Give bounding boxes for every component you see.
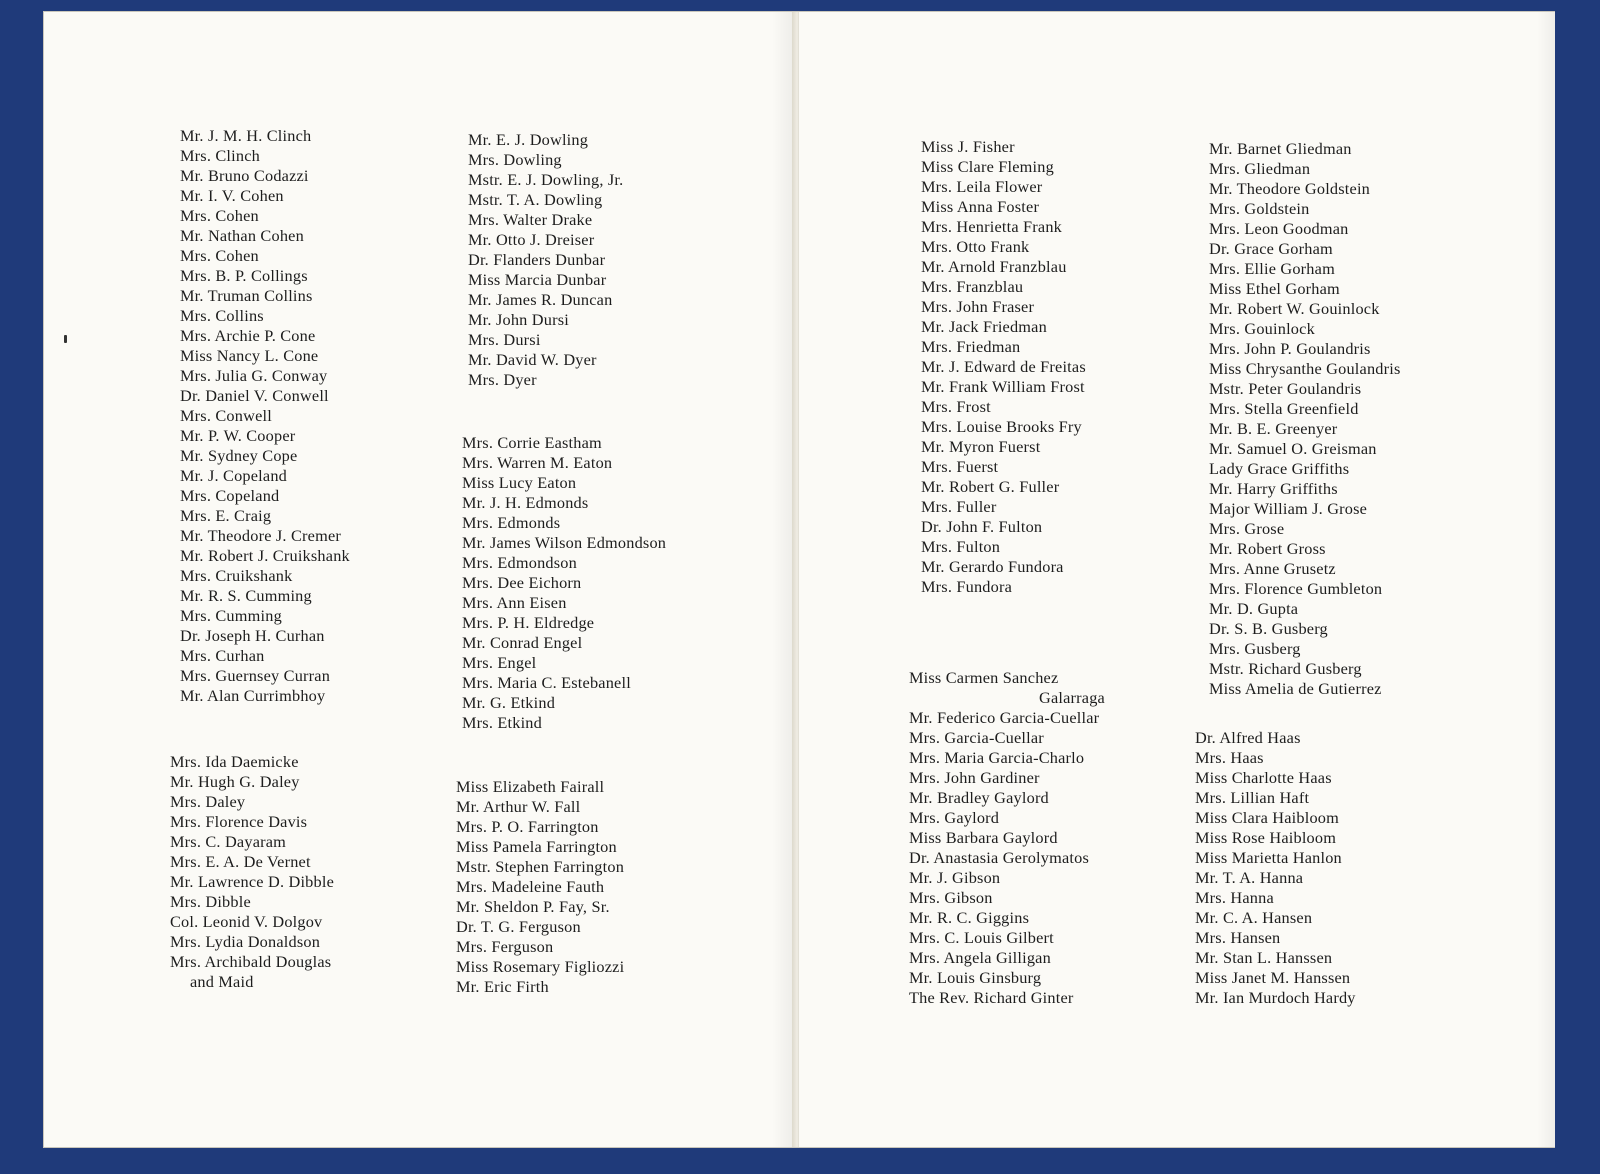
list-item: Dr. Daniel V. Conwell — [180, 386, 329, 405]
list-item: Miss Amelia de Gutierrez — [1209, 679, 1382, 698]
list-item: Mrs. John Fraser — [921, 297, 1035, 316]
list-item: Mrs. Henrietta Frank — [921, 217, 1062, 236]
list-item: Mrs. Leon Goodman — [1209, 219, 1349, 238]
list-item: Mr. Lawrence D. Dibble — [170, 872, 334, 891]
list-item: Dr. John F. Fulton — [921, 517, 1043, 536]
list-item: Mrs. Dee Eichorn — [462, 573, 582, 592]
list-item: Mrs. Haas — [1195, 748, 1264, 767]
right-page — [798, 12, 1555, 1147]
list-item: Mstr. E. J. Dowling, Jr. — [468, 170, 624, 189]
list-item: Mrs. Archie P. Cone — [180, 326, 316, 345]
list-item: Mr. J. Edward de Freitas — [921, 357, 1086, 376]
list-item: Mstr. Stephen Farrington — [456, 857, 625, 876]
left-col1-group1 — [180, 126, 350, 706]
list-item: Mrs. E. Craig — [180, 506, 272, 525]
list-item: Mrs. Dibble — [170, 892, 251, 911]
list-item: Mrs. Madeleine Fauth — [456, 877, 605, 896]
list-item: Mr. Sydney Cope — [180, 446, 298, 465]
list-item: Mrs. Angela Gilligan — [909, 948, 1051, 967]
list-item: Mrs. Collins — [180, 306, 264, 325]
list-item: Miss Marcia Dunbar — [468, 270, 607, 289]
list-item: Mrs. Warren M. Eaton — [462, 453, 613, 472]
list-item: Mr. James R. Duncan — [468, 290, 613, 309]
list-item: Mrs. Walter Drake — [468, 210, 593, 229]
right-col2-group2 — [1195, 728, 1356, 1008]
list-item: Mr. Bruno Codazzi — [180, 166, 309, 185]
list-item: Dr. T. G. Ferguson — [456, 917, 581, 936]
list-item: Mr. R. C. Giggins — [909, 908, 1030, 927]
list-item: Mrs. Edmonds — [462, 513, 561, 532]
list-item: Mr. Eric Firth — [456, 977, 549, 996]
list-item: Miss Rose Haibloom — [1195, 828, 1337, 847]
left-page — [44, 12, 797, 1147]
list-item: Mrs. Maria Garcia-Charlo — [909, 748, 1085, 767]
list-item: Mrs. Fuller — [921, 497, 997, 516]
list-item: Mrs. Anne Grusetz — [1209, 559, 1336, 578]
list-item: Mrs. Ida Daemicke — [170, 752, 299, 771]
list-item: and Maid — [190, 972, 254, 991]
list-item: Mr. C. A. Hansen — [1195, 908, 1313, 927]
list-item: Mr. G. Etkind — [462, 693, 556, 712]
list-item: Mr. Barnet Gliedman — [1209, 139, 1352, 158]
list-item: Mrs. Gibson — [909, 888, 993, 907]
list-item: Miss Marietta Hanlon — [1195, 848, 1342, 867]
list-item: Mr. Federico Garcia-Cuellar — [909, 708, 1100, 727]
list-item: Mrs. John P. Goulandris — [1209, 339, 1371, 358]
list-item: Miss Janet M. Hanssen — [1195, 968, 1351, 987]
list-item: Dr. Alfred Haas — [1195, 728, 1301, 747]
list-item: Mrs. P. H. Eldredge — [462, 613, 595, 632]
list-item: Miss Barbara Gaylord — [909, 828, 1058, 847]
list-item: Dr. Anastasia Gerolymatos — [909, 848, 1089, 867]
list-item: Mrs. Lydia Donaldson — [170, 932, 321, 951]
list-item: Mr. Jack Friedman — [921, 317, 1047, 336]
list-item: Mr. Robert Gross — [1209, 539, 1326, 558]
list-item: Mrs. Grose — [1209, 519, 1285, 538]
list-item: Miss J. Fisher — [921, 137, 1015, 156]
list-item: Miss Charlotte Haas — [1195, 768, 1332, 787]
list-item: Mrs. Clinch — [180, 146, 260, 165]
list-item: Mrs. Fundora — [921, 577, 1013, 596]
list-item: Mrs. B. P. Collings — [180, 266, 308, 285]
list-item: Miss Rosemary Figliozzi — [456, 957, 625, 976]
list-item: Mrs. Leila Flower — [921, 177, 1043, 196]
list-item: Mr. Louis Ginsburg — [909, 968, 1042, 987]
list-item: Mrs. Cumming — [180, 606, 282, 625]
list-item: Mr. T. A. Hanna — [1195, 868, 1304, 887]
left-col1-group2 — [170, 752, 334, 992]
right-col2-group1 — [1209, 139, 1401, 699]
list-item: Mr. J. H. Edmonds — [462, 493, 589, 512]
list-item: Mr. Truman Collins — [180, 286, 313, 305]
list-item: Mrs. Gliedman — [1209, 159, 1311, 178]
list-item: Miss Lucy Eaton — [462, 473, 577, 492]
list-item: Mr. John Dursi — [468, 310, 569, 329]
list-item: Mrs. Gaylord — [909, 808, 1000, 827]
list-item: Mr. Nathan Cohen — [180, 226, 304, 245]
list-item: Mr. Sheldon P. Fay, Sr. — [456, 897, 610, 916]
list-item: Mrs. Ellie Gorham — [1209, 259, 1335, 278]
list-item: Mr. Theodore Goldstein — [1209, 179, 1371, 198]
list-item: Mrs. Daley — [170, 792, 246, 811]
list-item: Dr. S. B. Gusberg — [1209, 619, 1328, 638]
list-item: Mr. I. V. Cohen — [180, 186, 284, 205]
list-item: Mr. Otto J. Dreiser — [468, 230, 595, 249]
list-item: Col. Leonid V. Dolgov — [170, 912, 323, 931]
list-item: Mr. Stan L. Hanssen — [1195, 948, 1333, 967]
list-item: Mrs. Conwell — [180, 406, 272, 425]
list-item: Mr. J. M. H. Clinch — [180, 126, 312, 145]
list-item: Mr. Conrad Engel — [462, 633, 583, 652]
list-item: Mrs. Engel — [462, 653, 537, 672]
list-item: Mrs. Hansen — [1195, 928, 1281, 947]
list-item: Mrs. Dyer — [468, 370, 537, 389]
left-col2-group2 — [462, 433, 666, 733]
list-item: Mrs. Friedman — [921, 337, 1021, 356]
list-item: Mrs. Cohen — [180, 206, 259, 225]
list-item: Mr. Harry Griffiths — [1209, 479, 1338, 498]
list-item: Mrs. Edmondson — [462, 553, 577, 572]
list-item: Mr. R. S. Cumming — [180, 586, 312, 605]
list-item: Mr. Robert W. Gouinlock — [1209, 299, 1380, 318]
list-item: Mrs. Dursi — [468, 330, 541, 349]
list-item: The Rev. Richard Ginter — [909, 988, 1074, 1007]
list-item: Miss Pamela Farrington — [456, 837, 617, 856]
list-item: Mr. Theodore J. Cremer — [180, 526, 341, 545]
list-item: Mrs. Guernsey Curran — [180, 666, 331, 685]
list-item: Mrs. Fuerst — [921, 457, 999, 476]
list-item: Mr. David W. Dyer — [468, 350, 597, 369]
list-item: Mrs. Maria C. Estebanell — [462, 673, 631, 692]
open-booklet — [44, 12, 1554, 1147]
list-item: Mrs. Gouinlock — [1209, 319, 1315, 338]
right-col1-group2 — [909, 668, 1105, 1008]
list-item: Mrs. Ferguson — [456, 937, 554, 956]
list-item: Mr. Hugh G. Daley — [170, 772, 300, 791]
list-item: Mr. Robert J. Cruikshank — [180, 546, 350, 565]
list-item: Mrs. Florence Gumbleton — [1209, 579, 1383, 598]
right-col1-group1 — [921, 137, 1086, 597]
list-item: Miss Carmen Sanchez — [909, 668, 1059, 687]
list-item: Mrs. John Gardiner — [909, 768, 1040, 787]
list-item: Dr. Flanders Dunbar — [468, 250, 606, 269]
list-item: Mr. J. Copeland — [180, 466, 288, 485]
list-item: Miss Clare Fleming — [921, 157, 1054, 176]
list-item: Mrs. Frost — [921, 397, 991, 416]
list-item: Mrs. Curhan — [180, 646, 265, 665]
left-col2-group3 — [456, 777, 624, 997]
list-item: Mrs. C. Dayaram — [170, 832, 287, 851]
list-item: Mrs. Goldstein — [1209, 199, 1310, 218]
list-item: Miss Ethel Gorham — [1209, 279, 1340, 298]
list-item: Mr. Robert G. Fuller — [921, 477, 1060, 496]
list-item: Miss Chrysanthe Goulandris — [1209, 359, 1401, 378]
list-item: Mr. Frank William Frost — [921, 377, 1085, 396]
list-item: Mrs. Otto Frank — [921, 237, 1030, 256]
list-item: Mr. E. J. Dowling — [468, 130, 589, 149]
list-item: Mr. D. Gupta — [1209, 599, 1299, 618]
list-item: Mrs. Archibald Douglas — [170, 952, 332, 971]
list-item: Mrs. Julia G. Conway — [180, 366, 328, 385]
list-item: Mr. Alan Currimbhoy — [180, 686, 326, 705]
list-item: Lady Grace Griffiths — [1209, 459, 1350, 478]
list-item: Miss Clara Haibloom — [1195, 808, 1339, 827]
list-item: Mrs. Etkind — [462, 713, 542, 732]
list-item: Major William J. Grose — [1209, 499, 1368, 518]
list-item: Dr. Joseph H. Curhan — [180, 626, 325, 645]
list-item: Mrs. Gusberg — [1209, 639, 1301, 658]
list-item: Mrs. Lillian Haft — [1195, 788, 1310, 807]
list-item: Mr. James Wilson Edmondson — [462, 533, 667, 552]
list-item: Mrs. Ann Eisen — [462, 593, 567, 612]
list-item: Mr. Myron Fuerst — [921, 437, 1041, 456]
list-item: Mr. Bradley Gaylord — [909, 788, 1049, 807]
list-item: Mr. Ian Murdoch Hardy — [1195, 988, 1356, 1007]
list-item: Mrs. Louise Brooks Fry — [921, 417, 1082, 436]
list-item: Mr. P. W. Cooper — [180, 426, 296, 445]
list-item: Mr. Samuel O. Greisman — [1209, 439, 1377, 458]
list-item: Miss Elizabeth Fairall — [456, 777, 605, 796]
list-item: Mrs. Copeland — [180, 486, 280, 505]
list-item: Mrs. Corrie Eastham — [462, 433, 602, 452]
list-item: Mrs. Florence Davis — [170, 812, 308, 831]
list-item: Mstr. T. A. Dowling — [468, 190, 603, 209]
list-item: Mstr. Richard Gusberg — [1209, 659, 1362, 678]
page-mark — [64, 335, 67, 343]
list-item: Mrs. Cruikshank — [180, 566, 293, 585]
list-item: Mr. J. Gibson — [909, 868, 1001, 887]
list-item: Mstr. Peter Goulandris — [1209, 379, 1362, 398]
list-item: Mr. B. E. Greenyer — [1209, 419, 1338, 438]
list-item: Miss Nancy L. Cone — [180, 346, 319, 365]
list-item: Mrs. E. A. De Vernet — [170, 852, 311, 871]
list-item: Mrs. Fulton — [921, 537, 1001, 556]
list-item: Dr. Grace Gorham — [1209, 239, 1333, 258]
list-item: Mrs. Stella Greenfield — [1209, 399, 1359, 418]
list-item: Mr. Arthur W. Fall — [456, 797, 581, 816]
list-item: Mrs. Hanna — [1195, 888, 1274, 907]
left-col2-group1 — [468, 130, 623, 390]
list-item: Miss Anna Foster — [921, 197, 1040, 216]
list-item: Mrs. Franzblau — [921, 277, 1024, 296]
list-item: Mrs. Dowling — [468, 150, 562, 169]
list-item: Mr. Arnold Franzblau — [921, 257, 1067, 276]
list-item: Mrs. P. O. Farrington — [456, 817, 599, 836]
list-item: Mrs. Cohen — [180, 246, 259, 265]
list-item: Mrs. C. Louis Gilbert — [909, 928, 1054, 947]
list-item: Mrs. Garcia-Cuellar — [909, 728, 1044, 747]
list-item: Galarraga — [1039, 688, 1105, 707]
list-item: Mr. Gerardo Fundora — [921, 557, 1064, 576]
